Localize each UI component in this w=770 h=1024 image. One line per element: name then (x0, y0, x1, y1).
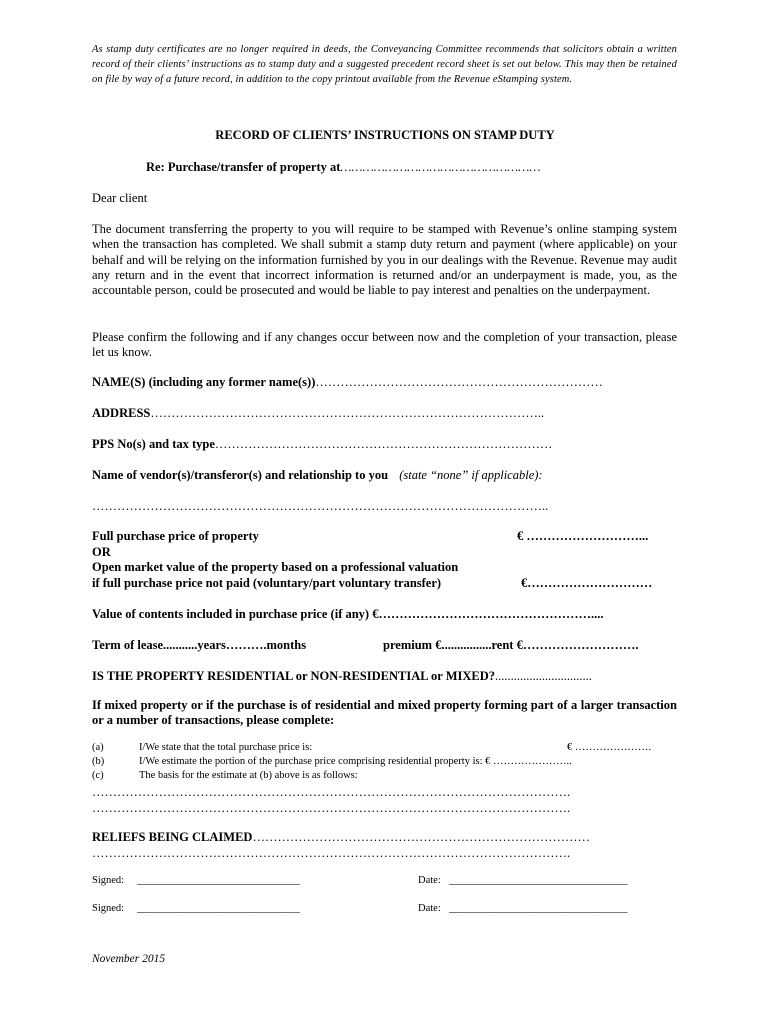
mixed-item-a (92, 742, 651, 753)
lease-years-field[interactable]: ........... (163, 638, 198, 652)
re-line (146, 160, 540, 175)
full-price-label: Full purchase price of property (92, 529, 259, 543)
mixed-item-letter: (b) (92, 756, 105, 767)
estimate-field-2[interactable]: ……………………………………………………………………………………………………. (92, 801, 571, 815)
vendor-label: Name of vendor(s)/transferor(s) and relationship to you (92, 468, 389, 482)
market-value-field[interactable]: €………………………… (521, 576, 653, 590)
vendor-hint: (state “none” if applicable): (399, 468, 543, 482)
total-price-field[interactable]: € …………………. (567, 742, 651, 753)
re-property-field[interactable]: ……………………………………………… (340, 160, 541, 174)
contents-row (92, 607, 603, 622)
re-label: Re: Purchase/transfer of property at (146, 160, 341, 174)
salutation: Dear client (92, 191, 148, 205)
date-label: Date: (418, 903, 441, 914)
intro-note: As stamp duty certificates are no longer required in deeds, the Conveyancing Committee recommends that solicitors obtain a written record of their clients’ instructions as to stamp duty and a suggested precedent record sheet is set out below. This may then be retained on file by way of a future record, in addition to the copy printout available from the Revenue eStamping system. (92, 44, 677, 86)
address-label: ADDRESS (92, 406, 151, 420)
reliefs-label: RELIEFS BEING CLAIMED (92, 830, 253, 844)
address-field[interactable]: ………………………………………………………………………………….. (150, 406, 545, 420)
signature-line[interactable]: _______________________________ (137, 903, 300, 914)
reliefs-row (92, 830, 590, 845)
rent-label: rent € (491, 638, 523, 652)
signature-row (92, 903, 628, 914)
pps-row (92, 437, 552, 452)
date-line[interactable]: __________________________________ (449, 903, 628, 914)
contents-field[interactable]: …………………………………………….... (378, 607, 604, 621)
or-label: OR (92, 545, 111, 559)
signed-label: Signed: (92, 875, 125, 886)
confirm-paragraph: Please confirm the following and if any changes occur between now and the completion of your transaction, please let us know. (92, 330, 677, 360)
vendor-row (92, 468, 543, 483)
residential-field[interactable]: ............................... (495, 669, 592, 683)
mixed-item-text[interactable]: I/We estimate the portion of the purchase price comprising residential property is: € ………………….. (139, 756, 572, 767)
names-field[interactable]: …………………………………………………………… (315, 375, 603, 389)
footer-date: November 2015 (92, 953, 166, 965)
vendor-field[interactable]: ……………………………………………………………………………………………….. (92, 499, 549, 513)
lease-months-label: months (266, 638, 307, 652)
mixed-item-text: The basis for the estimate at (b) above is as follows: (139, 770, 358, 781)
lease-row (92, 638, 306, 653)
signature-line[interactable]: _______________________________ (137, 875, 300, 886)
premium-field[interactable]: ................ (441, 638, 492, 652)
market-value-label-1: Open market value of the property based on a professional valuation (92, 560, 459, 574)
rent-field[interactable]: ………………………. (522, 638, 639, 652)
mixed-item-c (92, 770, 358, 781)
reliefs-field-2[interactable]: ……………………………………………………………………………………………………. (92, 846, 571, 860)
signed-label: Signed: (92, 903, 125, 914)
pps-label: PPS No(s) and tax type (92, 437, 215, 451)
premium-rent-row (383, 638, 638, 653)
body-paragraph: The document transferring the property to you will require to be stamped with Revenue’s online stamping system when the transaction has completed. We shall submit a stamp duty return and payment (where applicable) on your behalf and will be relying on the information furnished by you in our dealings with the Revenue. Revenue may audit any return and in the event that incorrect information is returned and/or an underpayment is made, you, as the accountable person, could be prosecuted and would be liable to pay interest and penalties on the underpayment. (92, 222, 677, 298)
market-value-label-2: if full purchase price not paid (voluntary/part voluntary transfer) (92, 576, 442, 590)
reliefs-field-1[interactable]: ……………………………………………………………………… (252, 830, 590, 844)
date-line[interactable]: __________________________________ (449, 875, 628, 886)
names-row (92, 375, 603, 390)
mixed-item-text: I/We state that the total purchase price is: (139, 742, 313, 753)
date-label: Date: (418, 875, 441, 886)
mixed-item-letter: (c) (92, 770, 104, 781)
form-title: RECORD OF CLIENTS’ INSTRUCTIONS ON STAMP DUTY (215, 128, 555, 142)
lease-years-label: years (197, 638, 226, 652)
premium-label: premium € (383, 638, 442, 652)
names-label: NAME(S) (including any former name(s)) (92, 375, 316, 389)
lease-label: Term of lease (92, 638, 164, 652)
residential-row (92, 669, 592, 684)
lease-months-field[interactable]: ………. (225, 638, 267, 652)
signature-row (92, 875, 628, 886)
residential-question: IS THE PROPERTY RESIDENTIAL or NON-RESIDENTIAL or MIXED? (92, 669, 495, 683)
pps-field[interactable]: ……………………………………………………………………… (214, 437, 553, 451)
mixed-instruction: If mixed property or if the purchase is of residential and mixed property forming part of a larger transaction or a number of transactions, please complete: (92, 698, 677, 728)
mixed-item-letter: (a) (92, 742, 104, 753)
estimate-field-1[interactable]: ……………………………………………………………………………………………………. (92, 785, 571, 799)
contents-label: Value of contents included in purchase price (if any) € (92, 607, 379, 621)
full-price-field[interactable]: € ………………………... (517, 529, 649, 543)
mixed-item-b (92, 756, 572, 767)
address-row (92, 406, 544, 421)
